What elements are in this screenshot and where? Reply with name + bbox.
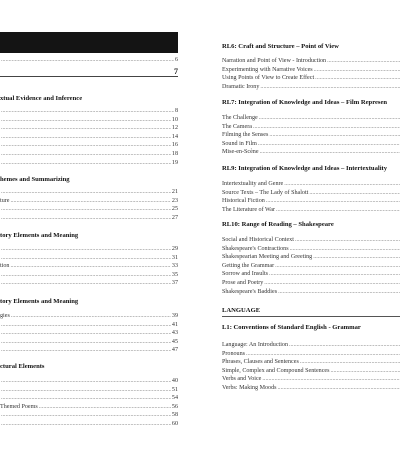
toc-entry-title: Filming the Senses [222, 132, 269, 139]
toc-leader-dots [10, 197, 170, 205]
toc-leader-dots [1, 116, 171, 124]
toc-entry-title: Simple, Complex and Compound Sentences [222, 367, 330, 374]
toc-entry-page: 8 [174, 108, 178, 114]
toc-leader-dots [260, 148, 400, 156]
toc-entry[interactable] [222, 197, 400, 205]
toc-leader-dots [313, 253, 400, 261]
toc-entry[interactable] [222, 74, 400, 82]
toc-leader-dots [1, 107, 174, 115]
toc-entry[interactable] [0, 411, 178, 419]
toc-leader-dots [269, 131, 400, 139]
toc-entry[interactable] [0, 124, 178, 132]
toc-entry-page: 47 [171, 347, 178, 354]
toc-entry-title: gies [0, 313, 10, 319]
toc-entry-page: 40 [171, 378, 178, 384]
toc-leader-dots [295, 236, 400, 244]
toc-entry-title: The Camera [222, 123, 252, 130]
toc-entry-page: 54 [171, 395, 178, 402]
toc-leader-dots [1, 159, 171, 167]
toc-entry[interactable] [222, 57, 400, 65]
toc-entry-page: 39 [171, 313, 178, 319]
toc-leader-dots [1, 245, 171, 253]
toc-leader-dots [309, 189, 400, 197]
language-divider [222, 316, 400, 317]
toc-leader-dots [1, 133, 171, 141]
toc-leader-dots [1, 279, 171, 287]
toc-entry[interactable] [0, 271, 178, 279]
toc-leader-dots [39, 403, 171, 411]
toc-entry-page: 60 [171, 421, 178, 427]
toc-entry[interactable] [0, 159, 178, 167]
toc-entry-title: Themed Poems [0, 403, 38, 410]
toc-leader-dots [1, 329, 171, 337]
toc-entry[interactable] [0, 403, 178, 411]
toc-entry-title: Getting the Grammar [222, 262, 275, 269]
toc-leader-dots [290, 245, 400, 253]
toc-entry[interactable] [222, 262, 400, 270]
toc-section-heading: LANGUAGE [222, 307, 261, 314]
toc-leader-dots [1, 271, 171, 279]
toc-entry-page: 21 [171, 189, 178, 195]
toc-entry[interactable] [0, 329, 178, 337]
toc-section-heading: RL6: Craft and Structure – Point of View [222, 43, 339, 50]
toc-leader-dots [1, 124, 171, 132]
toc-entry-title: Shakespeare's Baddies [222, 288, 278, 295]
toc-leader-dots [1, 205, 171, 213]
toc-entry-title: The Literature of War [222, 206, 276, 213]
toc-entry-page: 51 [171, 386, 178, 393]
toc-entry[interactable] [0, 214, 178, 222]
toc-entry[interactable] [222, 341, 400, 349]
toc-entry-page: 19 [171, 159, 178, 166]
toc-leader-dots [1, 386, 171, 394]
toc-section-heading: xtual Evidence and Inference [0, 95, 83, 102]
toc-leader-dots [1, 338, 171, 346]
toc-entry-title: Social and Historical Context [222, 237, 294, 243]
toc-entry[interactable] [222, 367, 400, 375]
toc-entry-page: 29 [171, 246, 178, 252]
toc-entry[interactable] [222, 350, 400, 358]
toc-entry-page: 41 [171, 321, 178, 328]
toc-entry[interactable] [0, 420, 178, 428]
toc-entry-title: Phrases, Clauses and Sentences [222, 359, 299, 366]
toc-entry-title: Verbs: Making Moods [222, 385, 277, 391]
toc-leader-dots [330, 367, 400, 375]
toc-entry-page: 12 [171, 125, 178, 132]
toc-entry-title: Sorrow and Insults [222, 271, 269, 278]
toc-entry[interactable] [0, 107, 178, 115]
toc-leader-dots [1, 420, 171, 428]
toc-leader-dots [11, 312, 171, 320]
toc-leader-dots [1, 150, 171, 158]
toc-entry-title: Source Texts – The Lady of Shalott [222, 189, 309, 196]
toc-entry-title: The Challenge [222, 115, 258, 121]
toc-entry[interactable] [0, 150, 178, 158]
toc-leader-dots [264, 279, 400, 287]
toc-entry[interactable] [222, 375, 400, 383]
toc-leader-dots [1, 346, 171, 354]
toc-leader-dots [276, 206, 400, 214]
toc-entry-page: 16 [171, 142, 178, 149]
toc-entry-title: Verbs and Voice [222, 376, 262, 383]
toc-leader-dots [1, 377, 171, 385]
toc-section-heading: ctural Elements [0, 363, 45, 370]
toc-entry[interactable] [0, 254, 178, 262]
toc-leader-dots [258, 140, 400, 148]
toc-entry[interactable] [222, 253, 400, 261]
toc-leader-dots [253, 123, 400, 131]
toc-section-heading: tory Elements and Meaning [0, 298, 79, 305]
toc-entry-page: 31 [171, 254, 178, 261]
toc-leader-dots [262, 375, 400, 383]
toc-entry-title: Shakespearian Meeting and Greeting [222, 254, 313, 261]
toc-leader-dots [266, 197, 400, 205]
toc-entry[interactable] [222, 140, 400, 148]
toc-section-heading: RL7: Integration of Knowledge and Ideas – Film Represen [222, 99, 388, 106]
toc-entry[interactable] [222, 114, 400, 122]
toc-entry[interactable] [0, 312, 178, 320]
toc-entry-title: Narration and Point of View - Introduction [222, 58, 327, 64]
toc-entry-title: Shakespeare's Contractions [222, 245, 289, 252]
toc-entry[interactable] [0, 133, 178, 141]
toc-leader-dots [278, 288, 400, 296]
toc-leader-dots [259, 114, 400, 122]
toc-entry[interactable] [222, 123, 400, 131]
toc-entry[interactable] [222, 148, 400, 156]
toc-entry[interactable] [222, 236, 400, 244]
toc-leader-dots [1, 411, 171, 419]
toc-entry-page: 56 [171, 403, 178, 410]
toc-leader-dots [314, 66, 400, 74]
toc-leader-dots [269, 270, 400, 278]
toc-entry-page: 45 [171, 338, 178, 345]
toc-entry[interactable] [0, 205, 178, 213]
toc-entry[interactable] [222, 279, 400, 287]
toc-entry-title: Pronouns [222, 350, 246, 357]
section-divider [0, 76, 178, 77]
toc-entry-title: Experimenting with Narrative Voices [222, 66, 313, 73]
toc-entry-title: Intertextuality and Genre [222, 181, 284, 187]
header-bar [0, 32, 178, 53]
toc-leader-dots [1, 188, 171, 196]
toc-leader-dots [260, 83, 400, 91]
toc-entry[interactable] [0, 346, 178, 354]
toc-leader-dots [275, 262, 400, 270]
toc-entry[interactable] [222, 206, 400, 214]
toc-entry[interactable] [0, 197, 178, 205]
toc-entry[interactable] [0, 394, 178, 402]
toc-entry[interactable] [222, 384, 400, 392]
toc-entry[interactable] [222, 180, 400, 188]
toc-entry[interactable] [0, 116, 178, 124]
toc-entry[interactable] [222, 245, 400, 253]
toc-entry-page: 10 [171, 116, 178, 123]
toc-section-heading: RL9: Integration of Knowledge and Ideas – Intertextuality [222, 165, 388, 172]
toc-leader-dots [1, 141, 171, 149]
toc-entry-page: 35 [171, 271, 178, 278]
toc-leader-dots [284, 180, 400, 188]
toc-entry-page: 18 [171, 151, 178, 157]
toc-section-heading: L1: Conventions of Standard English - Grammar [222, 324, 361, 331]
toc-entry[interactable] [0, 321, 178, 329]
toc-section-heading: tory Elements and Meaning [0, 232, 79, 239]
toc-entry[interactable] [222, 189, 400, 197]
toc-entry-page: 14 [171, 133, 178, 140]
toc-leader-dots [1, 394, 171, 402]
toc-entry[interactable] [0, 377, 178, 385]
toc-leader-dots [246, 350, 400, 358]
toc-entry-title: Mise-en-Scène [222, 149, 259, 156]
toc-entry-title: Prose and Poetry [222, 280, 264, 286]
toc-leader-dots [278, 384, 400, 392]
toc-entry-title: ture [0, 197, 10, 204]
toc-entry[interactable] [0, 188, 178, 196]
toc-entry-page: 43 [171, 330, 178, 337]
toc-entry-page: 6 [174, 57, 178, 63]
toc-entry-title: Dramatic Irony [222, 83, 260, 90]
toc-entry-title: Sound in Film [222, 140, 257, 147]
toc-entry[interactable] [222, 288, 400, 296]
toc-entry[interactable] [222, 131, 400, 139]
toc-leader-dots [1, 214, 171, 222]
toc-entry-title: Using Points of View to Create Effect [222, 75, 315, 82]
toc-entry-title: Language: An Introduction [222, 342, 288, 348]
toc-entry[interactable] [0, 245, 178, 253]
toc-section-heading: RL10: Range of Reading – Shakespeare [222, 221, 334, 228]
toc-entry-page: 37 [171, 280, 178, 287]
toc-entry-title: Historical Fiction [222, 198, 265, 205]
toc-entry[interactable] [222, 358, 400, 366]
toc-entry[interactable] [222, 66, 400, 74]
section-page-number: 7 [174, 67, 178, 76]
toc-leader-dots [10, 262, 170, 270]
toc-entry[interactable] [0, 338, 178, 346]
toc-entry[interactable] [0, 386, 178, 394]
toc-leader-dots [300, 358, 400, 366]
toc-entry[interactable] [0, 279, 178, 287]
toc-entry[interactable] [222, 83, 400, 91]
toc-entry[interactable] [0, 141, 178, 149]
toc-leader-dots [1, 321, 171, 329]
toc-section-heading: hemes and Summarizing [0, 176, 70, 183]
toc-entry-page: 23 [171, 197, 178, 204]
toc-entry-page: 33 [171, 263, 178, 270]
toc-entry-title: tion [0, 263, 10, 270]
toc-leader-dots [1, 254, 171, 262]
toc-leader-dots [315, 74, 400, 82]
toc-entry-page: 58 [171, 412, 178, 419]
toc-leader-dots [327, 57, 400, 65]
toc-entry-page: 27 [171, 214, 178, 221]
toc-entry[interactable] [0, 262, 178, 270]
toc-entry[interactable] [0, 56, 178, 64]
toc-entry[interactable] [222, 270, 400, 278]
toc-entry-page: 25 [171, 206, 178, 213]
toc-leader-dots [289, 341, 400, 349]
